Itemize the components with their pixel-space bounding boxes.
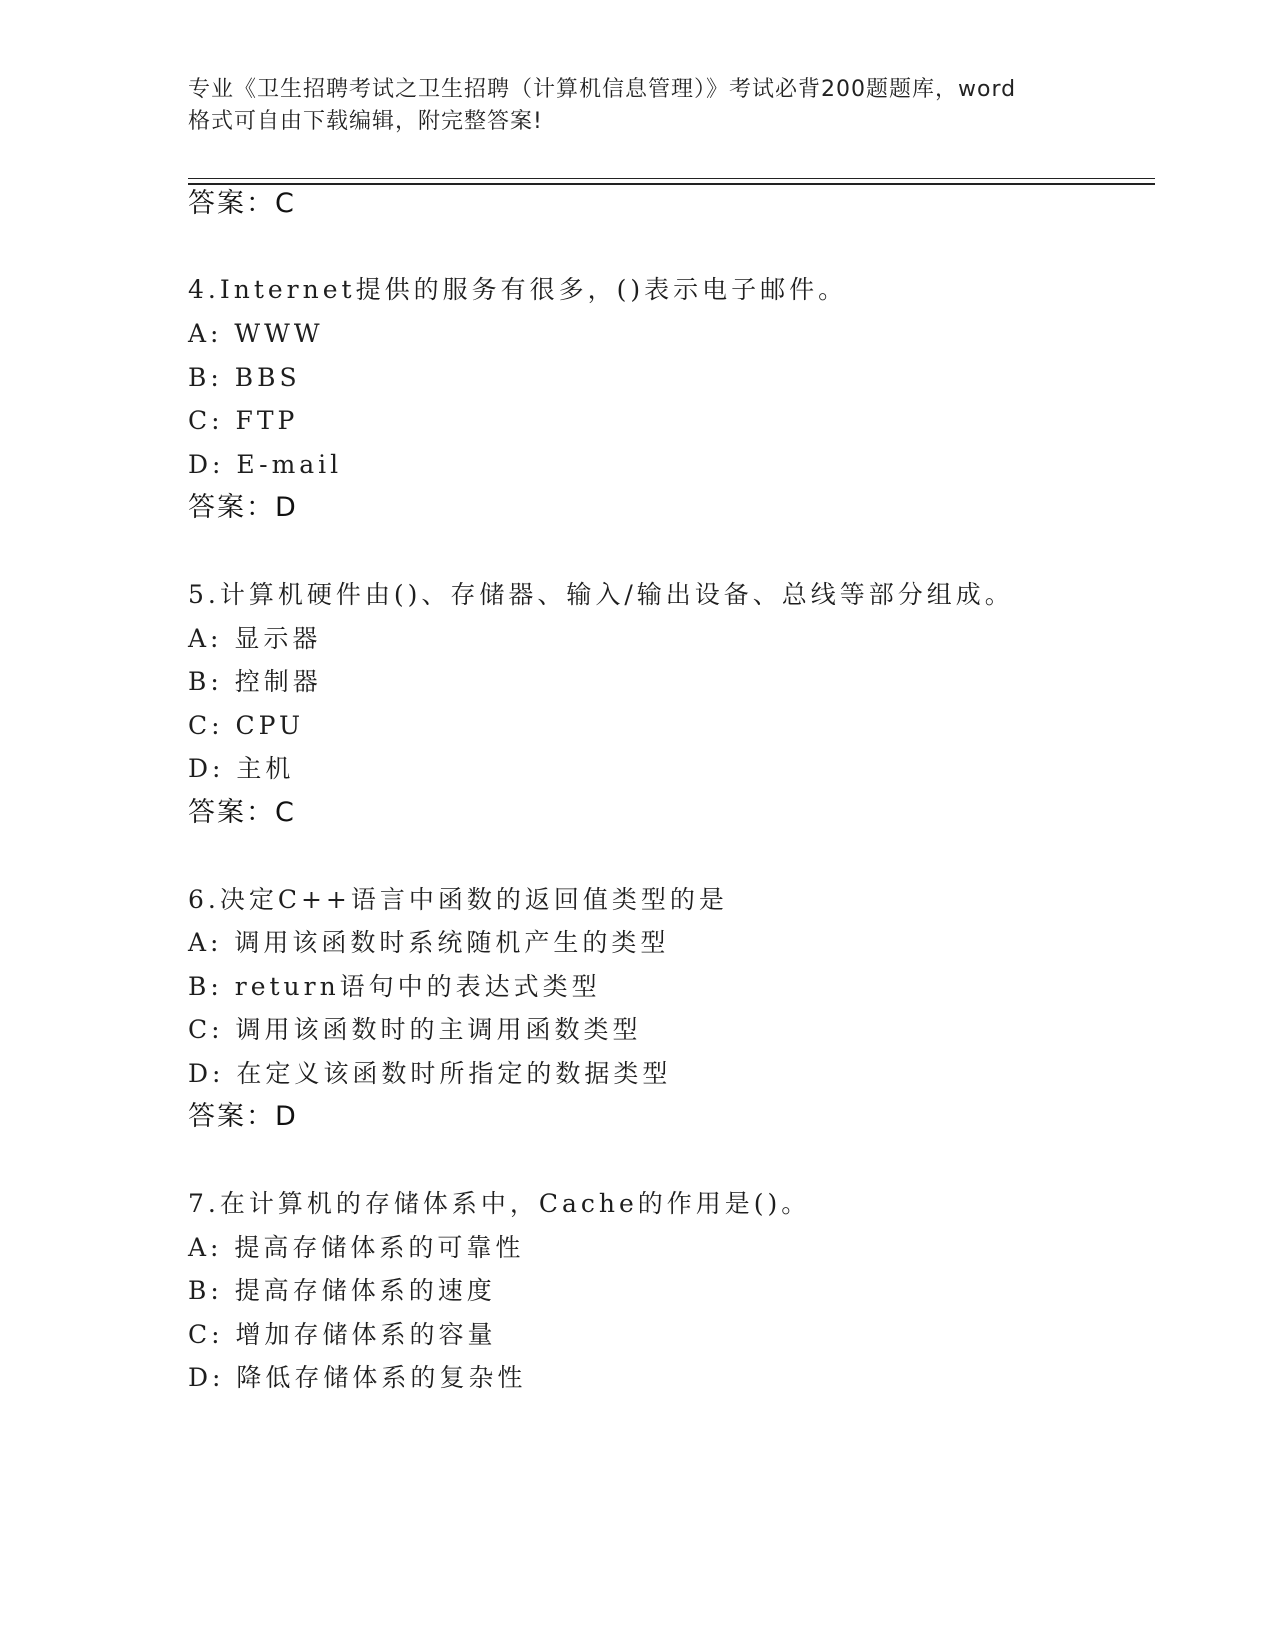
question-4-option-c: C: FTP [188,406,299,435]
question-6-text: 6.决定C++语言中函数的返回值类型的是 [188,885,728,914]
question-7-text: 7.在计算机的存储体系中，Cache的作用是()。 [188,1189,811,1218]
question-5-answer: 答案：C [188,797,296,828]
question-5-option-b: B: 控制器 [188,667,322,696]
question-6-option-d: D: 在定义该函数时所指定的数据类型 [188,1059,672,1088]
question-6-option-b: B: return语句中的表达式类型 [188,972,601,1001]
question-4-option-b: B: BBS [188,363,301,392]
question-5-text: 5.计算机硬件由()、存储器、输入/输出设备、总线等部分组成。 [188,580,1014,609]
question-7-option-b: B: 提高存储体系的速度 [188,1276,496,1305]
header-divider-thick [188,183,1155,185]
question-7-option-c: C: 增加存储体系的容量 [188,1320,497,1349]
question-6-option-a: A: 调用该函数时系统随机产生的类型 [188,928,670,957]
question-5-option-c: C: CPU [188,711,305,740]
header-divider-thin [188,178,1155,179]
question-4-option-d: D: E-mail [188,450,343,479]
previous-answer: 答案：C [188,188,296,219]
header-line-1: 专业《卫生招聘考试之卫生招聘（计算机信息管理）》考试必背200题题库，word [188,77,1017,102]
document-header [188,74,1088,138]
question-4-text: 4.Internet提供的服务有很多，()表示电子邮件。 [188,275,848,304]
question-7-option-a: A: 提高存储体系的可靠性 [188,1233,525,1262]
question-5-option-a: A: 显示器 [188,624,322,653]
question-7-option-d: D: 降低存储体系的复杂性 [188,1363,527,1392]
question-4-option-a: A: WWW [188,319,324,348]
question-4-answer: 答案：D [188,492,298,523]
question-6-answer: 答案：D [188,1101,298,1132]
header-line-2: 格式可自由下载编辑，附完整答案! [188,109,543,134]
question-6-option-c: C: 调用该函数时的主调用函数类型 [188,1015,642,1044]
question-5-option-d: D: 主机 [188,754,295,783]
